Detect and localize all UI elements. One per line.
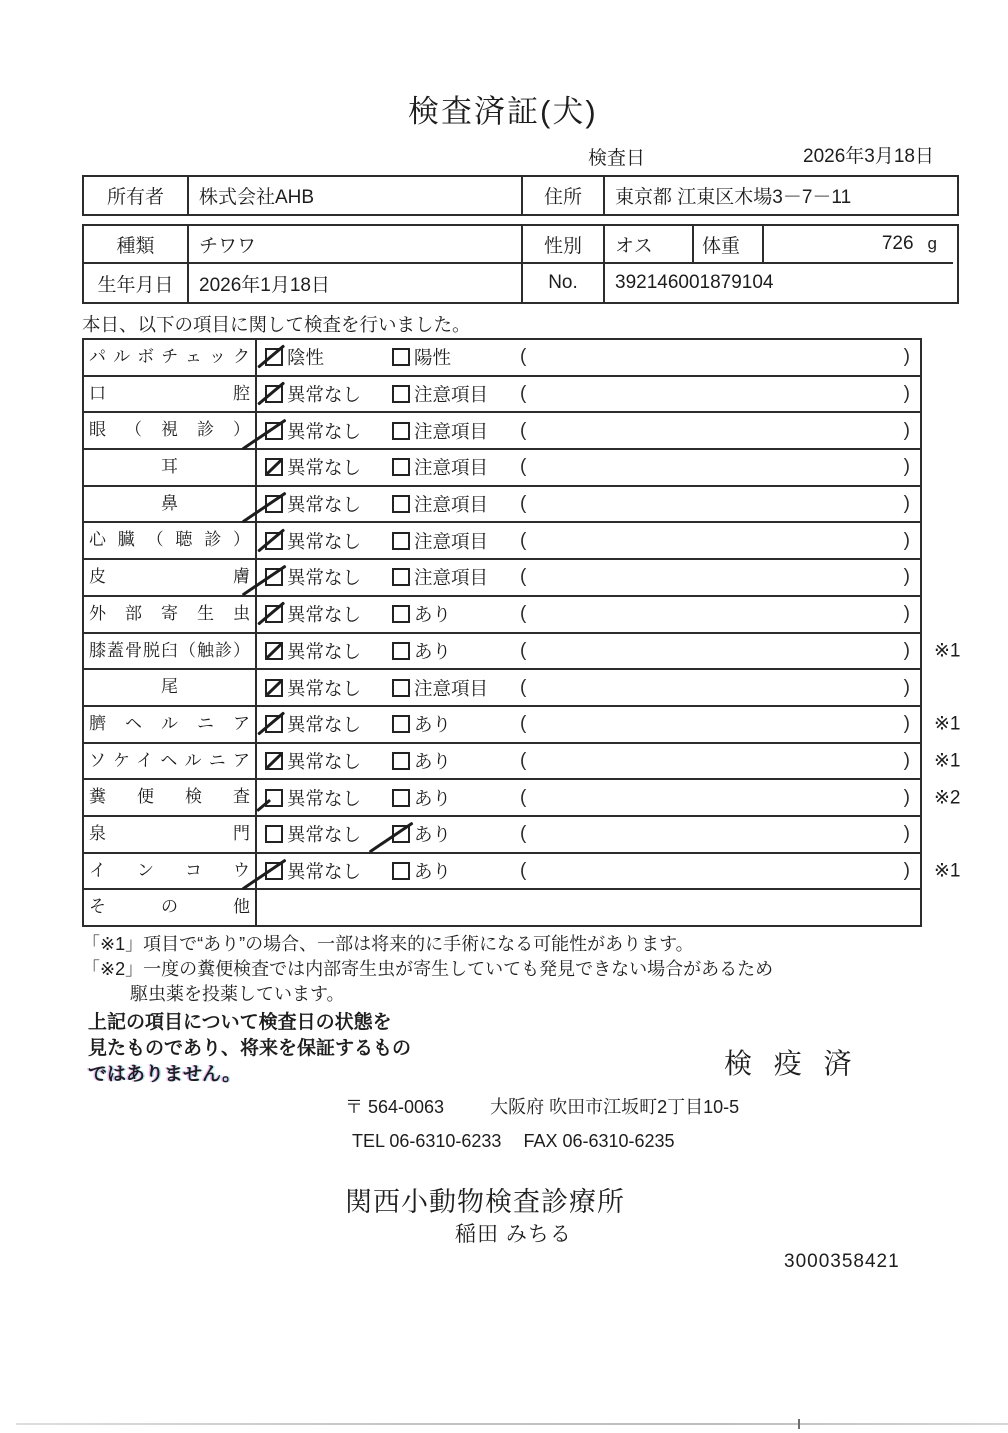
exam-option-label: 陰性 bbox=[287, 347, 325, 369]
exam-row-content bbox=[257, 560, 920, 595]
check-mark-icon bbox=[369, 822, 414, 853]
disclaimer-statement bbox=[88, 1010, 411, 1088]
exam-row-content bbox=[257, 450, 920, 485]
footnote-line: 「※2」一度の糞便検査では内部寄生虫が寄生していても発見できない場合があるため bbox=[82, 959, 774, 979]
note-paren-close: ) bbox=[903, 786, 910, 808]
exam-row bbox=[84, 744, 961, 781]
exam-row-content bbox=[257, 890, 920, 925]
note-paren-close: ) bbox=[903, 749, 910, 771]
exam-option bbox=[392, 528, 488, 554]
intro-text: 本日、以下の項目に関して検査を行いました。 bbox=[82, 314, 471, 335]
checkbox-icon bbox=[265, 825, 283, 843]
exam-option-label: 異常なし bbox=[287, 567, 362, 589]
exam-row-content bbox=[257, 487, 920, 522]
check-mark-icon bbox=[256, 798, 271, 811]
breed-label: 種類 bbox=[84, 226, 187, 264]
statement-line: 上記の項目について検査日の状態を bbox=[88, 1012, 392, 1033]
weight-label: 体重 bbox=[692, 226, 762, 264]
exam-option-label: 注意項目 bbox=[414, 567, 489, 589]
checkbox-icon bbox=[392, 568, 410, 586]
reference-marker: ※2 bbox=[934, 787, 961, 809]
exam-option-label: あり bbox=[414, 860, 452, 882]
checkbox-icon bbox=[392, 532, 410, 550]
exam-row bbox=[84, 597, 920, 634]
note-paren-close: ) bbox=[903, 676, 910, 698]
exam-item-label: 尾 bbox=[84, 670, 257, 705]
note-paren-close: ) bbox=[903, 493, 910, 515]
note-paren-open: ( bbox=[520, 823, 527, 845]
checkbox-checked-icon bbox=[265, 605, 283, 623]
weight-value bbox=[762, 226, 953, 264]
exam-option bbox=[392, 454, 488, 480]
check-mark-icon bbox=[257, 602, 285, 626]
exam-option-label: 異常なし bbox=[287, 420, 362, 442]
exam-option bbox=[392, 491, 488, 517]
check-mark-icon bbox=[266, 679, 283, 695]
checkbox-icon bbox=[392, 348, 410, 366]
note-paren-open: ( bbox=[520, 529, 527, 551]
scan-artifact-line bbox=[16, 1423, 1008, 1425]
statement-line: ではありません。 bbox=[88, 1064, 242, 1085]
reference-marker: ※1 bbox=[934, 860, 961, 882]
exam-option bbox=[392, 785, 451, 811]
exam-option-label: 異常なし bbox=[287, 714, 362, 736]
exam-option-label: 陽性 bbox=[414, 347, 452, 369]
exam-option bbox=[265, 564, 361, 590]
checkbox-checked-icon bbox=[265, 568, 283, 586]
checkbox-checked-icon bbox=[265, 495, 283, 513]
exam-option bbox=[265, 858, 361, 884]
check-mark-icon bbox=[257, 712, 285, 736]
exam-item-label: 鼻 bbox=[84, 487, 257, 522]
exam-option-label: 注意項目 bbox=[414, 384, 489, 406]
checkbox-icon bbox=[392, 605, 410, 623]
exam-option bbox=[265, 418, 361, 444]
exam-row-content bbox=[257, 707, 920, 742]
exam-option-label: 異常なし bbox=[287, 750, 362, 772]
exam-option-label: あり bbox=[414, 714, 452, 736]
exam-row bbox=[84, 890, 920, 925]
exam-option bbox=[392, 381, 488, 407]
exam-item-label: ソケイヘルニア bbox=[84, 744, 257, 779]
clinic-address: 大阪府 吹田市江坂町2丁目10-5 bbox=[490, 1097, 740, 1117]
clinic-tel: TEL 06-6310-6233 bbox=[352, 1131, 502, 1151]
checkbox-checked-icon bbox=[265, 715, 283, 733]
owner-table bbox=[82, 175, 959, 216]
exam-item-label: 臍ヘルニア bbox=[84, 707, 257, 742]
check-mark-icon bbox=[266, 458, 283, 474]
checkbox-icon bbox=[392, 679, 410, 697]
exam-option bbox=[265, 711, 361, 737]
exam-option-label: 注意項目 bbox=[414, 677, 489, 699]
exam-row bbox=[84, 780, 961, 817]
note-paren-close: ) bbox=[903, 529, 910, 551]
exam-item-label: 外部寄生虫 bbox=[84, 597, 257, 632]
exam-item-label: 泉門 bbox=[84, 817, 257, 852]
breed-value: チワワ bbox=[187, 226, 521, 264]
exam-option-label: 異常なし bbox=[287, 860, 362, 882]
exam-row-content bbox=[257, 744, 920, 779]
footnotes bbox=[82, 932, 773, 1007]
note-paren-open: ( bbox=[520, 749, 527, 771]
exam-option-label: 異常なし bbox=[287, 824, 362, 846]
reference-marker: ※1 bbox=[934, 750, 961, 772]
exam-item-label: 心臓（聴診） bbox=[84, 523, 257, 558]
inspection-date-value: 2026年3月18日 bbox=[803, 146, 934, 167]
exam-row bbox=[84, 413, 920, 450]
exam-row bbox=[84, 817, 920, 854]
clinic-fax: FAX 06-6310-6235 bbox=[523, 1131, 675, 1151]
quarantine-stamp: 検 疫 済 bbox=[724, 1048, 859, 1079]
exam-row-content bbox=[257, 854, 920, 889]
exam-row-content bbox=[257, 340, 920, 375]
note-paren-open: ( bbox=[520, 346, 527, 368]
exam-row bbox=[84, 523, 920, 560]
footnote-line: 駆虫薬を投薬しています。 bbox=[130, 984, 345, 1004]
checkbox-checked-icon bbox=[265, 642, 283, 660]
exam-table bbox=[82, 338, 961, 927]
exam-option bbox=[392, 344, 451, 370]
note-paren-close: ) bbox=[903, 603, 910, 625]
owner-value: 株式会社AHB bbox=[187, 177, 521, 214]
exam-row-content bbox=[257, 670, 920, 705]
check-mark-icon bbox=[266, 752, 283, 768]
exam-option bbox=[265, 381, 361, 407]
exam-option-label: あり bbox=[414, 824, 452, 846]
exam-item-label: 皮膚 bbox=[84, 560, 257, 595]
no-label: No. bbox=[521, 264, 603, 302]
exam-option-label: 異常なし bbox=[287, 530, 362, 552]
check-mark-icon bbox=[257, 345, 285, 369]
checkbox-icon bbox=[392, 495, 410, 513]
exam-row-content bbox=[257, 634, 920, 669]
exam-row bbox=[84, 450, 920, 487]
inspection-date-label: 検査日 bbox=[588, 148, 646, 169]
exam-option bbox=[265, 528, 361, 554]
weight-number: 726 bbox=[881, 233, 914, 254]
exam-item-label: 糞便検査 bbox=[84, 780, 257, 815]
exam-row-content bbox=[257, 523, 920, 558]
note-paren-open: ( bbox=[520, 566, 527, 588]
reference-marker: ※1 bbox=[934, 713, 961, 735]
checkbox-checked-icon bbox=[265, 422, 283, 440]
statement-line: 見たものであり、将来を保証するもの bbox=[88, 1038, 412, 1059]
checkbox-checked-icon bbox=[265, 789, 283, 807]
exam-option bbox=[392, 748, 451, 774]
page-title: 検査済証(犬) bbox=[408, 94, 598, 129]
birthdate-label: 生年月日 bbox=[97, 274, 174, 296]
exam-row bbox=[84, 560, 920, 597]
check-mark-icon bbox=[266, 642, 283, 658]
checkbox-icon bbox=[392, 789, 410, 807]
exam-option-label: 異常なし bbox=[287, 787, 362, 809]
exam-item-label: 膝蓋骨脱臼（触診） bbox=[84, 634, 257, 669]
note-paren-open: ( bbox=[520, 713, 527, 735]
exam-option bbox=[265, 748, 361, 774]
note-paren-open: ( bbox=[520, 383, 527, 405]
note-paren-close: ) bbox=[903, 383, 910, 405]
checkbox-icon bbox=[392, 458, 410, 476]
exam-option-label: 異常なし bbox=[287, 604, 362, 626]
exam-option-label: あり bbox=[414, 750, 452, 772]
exam-option-label: あり bbox=[414, 640, 452, 662]
clinic-postal-address bbox=[345, 1093, 739, 1119]
checkbox-checked-icon bbox=[265, 385, 283, 403]
clinic-tel-fax bbox=[352, 1131, 675, 1152]
note-paren-open: ( bbox=[520, 786, 527, 808]
exam-option bbox=[265, 638, 361, 664]
exam-row-content bbox=[257, 817, 920, 852]
exam-row bbox=[84, 854, 961, 891]
exam-option bbox=[265, 785, 361, 811]
postal-code: 〒 564-0063 bbox=[345, 1097, 445, 1117]
checkbox-icon bbox=[392, 642, 410, 660]
exam-option-label: 異常なし bbox=[287, 494, 362, 516]
exam-row bbox=[84, 634, 961, 671]
exam-option bbox=[392, 638, 451, 664]
note-paren-open: ( bbox=[520, 493, 527, 515]
exam-item-label: インコウ bbox=[84, 854, 257, 889]
scan-artifact-tick bbox=[798, 1419, 800, 1429]
note-paren-close: ) bbox=[903, 639, 910, 661]
note-paren-close: ) bbox=[903, 713, 910, 735]
footnote-line: 「※1」項目で“あり”の場合、一部は将来的に手術になる可能性があります。 bbox=[82, 934, 694, 954]
exam-option bbox=[265, 821, 361, 847]
exam-option bbox=[265, 601, 361, 627]
exam-item-label: 耳 bbox=[84, 450, 257, 485]
note-paren-close: ) bbox=[903, 456, 910, 478]
exam-option bbox=[265, 344, 324, 370]
exam-option-label: 注意項目 bbox=[414, 494, 489, 516]
exam-option bbox=[392, 711, 451, 737]
exam-option bbox=[392, 858, 451, 884]
exam-option-label: 異常なし bbox=[287, 640, 362, 662]
checkbox-icon bbox=[392, 752, 410, 770]
exam-row-content bbox=[257, 413, 920, 448]
exam-item-label: パルボチェック bbox=[84, 340, 257, 375]
clinic-name: 関西小動物検査診療所 bbox=[345, 1187, 625, 1217]
note-paren-close: ) bbox=[903, 859, 910, 881]
exam-option-label: 異常なし bbox=[287, 384, 362, 406]
exam-option bbox=[392, 675, 488, 701]
exam-row bbox=[84, 377, 920, 414]
exam-row bbox=[84, 487, 920, 524]
checkbox-checked-icon bbox=[265, 862, 283, 880]
exam-row bbox=[84, 707, 961, 744]
birthdate-value: 2026年1月18日 bbox=[187, 264, 521, 302]
sex-value: オス bbox=[603, 226, 692, 264]
note-paren-close: ) bbox=[903, 419, 910, 441]
exam-option-label: 注意項目 bbox=[414, 420, 489, 442]
exam-item-label: 口腔 bbox=[84, 377, 257, 412]
check-mark-icon bbox=[257, 528, 285, 552]
animal-table bbox=[82, 224, 959, 304]
exam-option-label: 異常なし bbox=[287, 677, 362, 699]
exam-item-label: その他 bbox=[84, 890, 257, 925]
note-paren-open: ( bbox=[520, 639, 527, 661]
note-paren-open: ( bbox=[520, 456, 527, 478]
exam-option-label: あり bbox=[414, 787, 452, 809]
weight-unit: g bbox=[927, 234, 937, 253]
checkbox-checked-icon bbox=[392, 825, 410, 843]
note-paren-open: ( bbox=[520, 859, 527, 881]
exam-option-label: あり bbox=[414, 604, 452, 626]
note-paren-close: ) bbox=[903, 823, 910, 845]
no-value: 392146001879104 bbox=[603, 264, 953, 302]
reference-marker: ※1 bbox=[934, 640, 961, 662]
checkbox-checked-icon bbox=[265, 348, 283, 366]
note-paren-close: ) bbox=[903, 566, 910, 588]
checkbox-icon bbox=[392, 422, 410, 440]
note-paren-open: ( bbox=[520, 603, 527, 625]
exam-option-label: 注意項目 bbox=[414, 530, 489, 552]
exam-option bbox=[392, 601, 451, 627]
exam-option-label: 異常なし bbox=[287, 457, 362, 479]
exam-option-label: 注意項目 bbox=[414, 457, 489, 479]
veterinarian-name: 稲田 みちる bbox=[455, 1223, 572, 1246]
note-paren-open: ( bbox=[520, 419, 527, 441]
exam-option bbox=[265, 491, 361, 517]
checkbox-checked-icon bbox=[265, 532, 283, 550]
note-paren-open: ( bbox=[520, 676, 527, 698]
exam-row bbox=[84, 340, 920, 377]
checkbox-checked-icon bbox=[265, 679, 283, 697]
exam-option bbox=[392, 418, 488, 444]
note-paren-close: ) bbox=[903, 346, 910, 368]
checkbox-icon bbox=[392, 715, 410, 733]
checkbox-checked-icon bbox=[265, 458, 283, 476]
exam-option bbox=[392, 821, 451, 847]
exam-option bbox=[265, 675, 361, 701]
owner-label: 所有者 bbox=[106, 187, 164, 208]
exam-item-label: 眼（視診） bbox=[84, 413, 257, 448]
sex-label: 性別 bbox=[521, 226, 603, 264]
checkbox-checked-icon bbox=[265, 752, 283, 770]
serial-number: 3000358421 bbox=[784, 1251, 900, 1272]
checkbox-icon bbox=[392, 385, 410, 403]
exam-option bbox=[392, 564, 488, 590]
exam-row-content bbox=[257, 780, 920, 815]
checkbox-icon bbox=[392, 862, 410, 880]
exam-row bbox=[84, 670, 920, 707]
exam-row-content bbox=[257, 377, 920, 412]
address-value: 東京都 江東区木場3－7－11 bbox=[603, 177, 953, 214]
address-label: 住所 bbox=[521, 177, 603, 214]
exam-row-content bbox=[257, 597, 920, 632]
check-mark-icon bbox=[257, 381, 285, 405]
exam-option bbox=[265, 454, 361, 480]
